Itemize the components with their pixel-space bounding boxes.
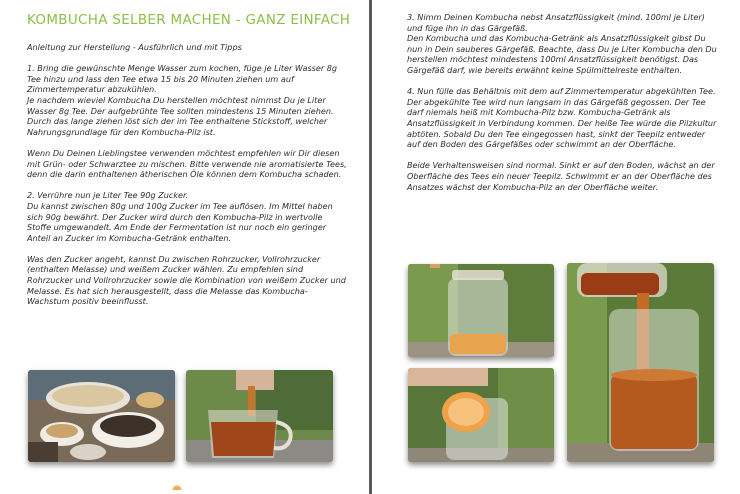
footer-logo-icon xyxy=(172,484,182,490)
tea-tip-paragraph: Wenn Du Deinen Lieblingstee verwenden möchtest empfehlen wir Dir diesen mit Grün- oder Schwarztee zu mischen. Bitte verwende nie aromatisierte Tees, denn die darin enthaltenen ätherischen Öle können dem Kombucha schaden. xyxy=(27,147,347,180)
sugar-tea-bowls-photo xyxy=(28,370,175,462)
sugar-tip-paragraph: Was den Zucker angeht, kannst Du zwischen Rohrzucker, Vollrohrzucker (enthalten Melasse) und weißem Zucker wählen. Zu empfehlen sind Rohrzucker und Vollrohrzucker sowie die Kombination von weißem Zucker und Melasse. Es hat sich herausgestellt, dass die Melasse das Kombucha-Wachstum positiv beeinflusst. xyxy=(27,253,346,307)
page-title: KOMBUCHA SELBER MACHEN - GANZ EINFACH xyxy=(27,12,351,28)
step-1-paragraph: 1. Bring die gewünschte Menge Wasser zum kochen, füge je Liter Wasser 8g Tee hinzu und lass den Tee etwa 15 bis 20 Minuten ziehen um auf Zimmertemperatur abzukühlen. Je nachdem wieviel Kombucha Du herstellen möchtest nimmst Du je Liter Wasser 8g Tee. Der aufgebrühte Tee sollten mindestens 15 Minuten ziehen. Durch das lange ziehen löst sich der im Tee enthaltene Stickstoff, welcher Nahrungsgrundlage für den Kombucha-Pilz ist. xyxy=(27,63,338,137)
step-2-paragraph: 2. Verrühre nun je Liter Tee 90g Zucker. Du kannst zwischen 80g und 100g Zucker im Tee auflösen. Im Mittel haben sich 90g bewährt. Der Zucker wird durch den Kombucha-Pilz in wertvolle Stoffe umgewandelt. Am Ende der Fermentation ist nur noch ein geringer Anteil an Zucker im Kombucha-Getränk enthalten. xyxy=(27,190,333,243)
behaviour-paragraph: Beide Verhaltensweisen sind normal. Sinkt er auf den Boden, wächst an der Oberfläche des Tees ein neuer Teepilz. Schwimmt er an der Oberfläche des Ansatzes wächst der Kombucha-Pilz an der Oberfläche weiter. xyxy=(407,160,715,192)
jar-scoby-photo xyxy=(408,264,554,357)
intro-subtitle: Anleitung zur Herstellung - Ausführlich und mit Tipps xyxy=(27,42,242,52)
step-4-paragraph: 4. Nun fülle das Behältnis mit dem auf Zimmertemperatur abgekühlten Tee. Der abgekühlte Tee wird nun langsam in das Gärgefäß gegossen. Der Tee darf niemals heiß mit Kombucha-Pilz bzw. Kombucha-Getränk als Ansatzflüssigkeit in Verbindung kommen. Der heiße Tee würde die Pilzkultur abtöten. Sobald Du den Tee eingegossen hast, sinkt der Teepilz entweder auf den Boden des Gärgefäßes oder schwimmt an der Oberfläche. xyxy=(407,86,717,150)
pouring-into-jar-photo xyxy=(567,263,714,462)
right-page xyxy=(372,0,740,494)
right-body-text xyxy=(407,12,719,203)
scoby-in-hand-photo xyxy=(408,368,554,462)
left-body-text xyxy=(27,42,347,317)
pouring-tea-photo xyxy=(186,370,333,462)
step-3-paragraph: 3. Nimm Deinen Kombucha nebst Ansatzflüssigkeit (mind. 100ml je Liter) und füge ihn in das Gärgefäß. Den Kombucha und das Kombucha-Getränk als Ansatzflüssigkeit gibst Du nun in Dein sauberes Gärgefäß. Beachte, dass Du je Liter Kombucha den Du herstellen möchtest mindestens 100ml Ansatzflüssigkeit benötigst. Das Gärgefäß darf, wie bereits erwähnt keine Spülmittelreste enthalten. xyxy=(407,12,717,75)
